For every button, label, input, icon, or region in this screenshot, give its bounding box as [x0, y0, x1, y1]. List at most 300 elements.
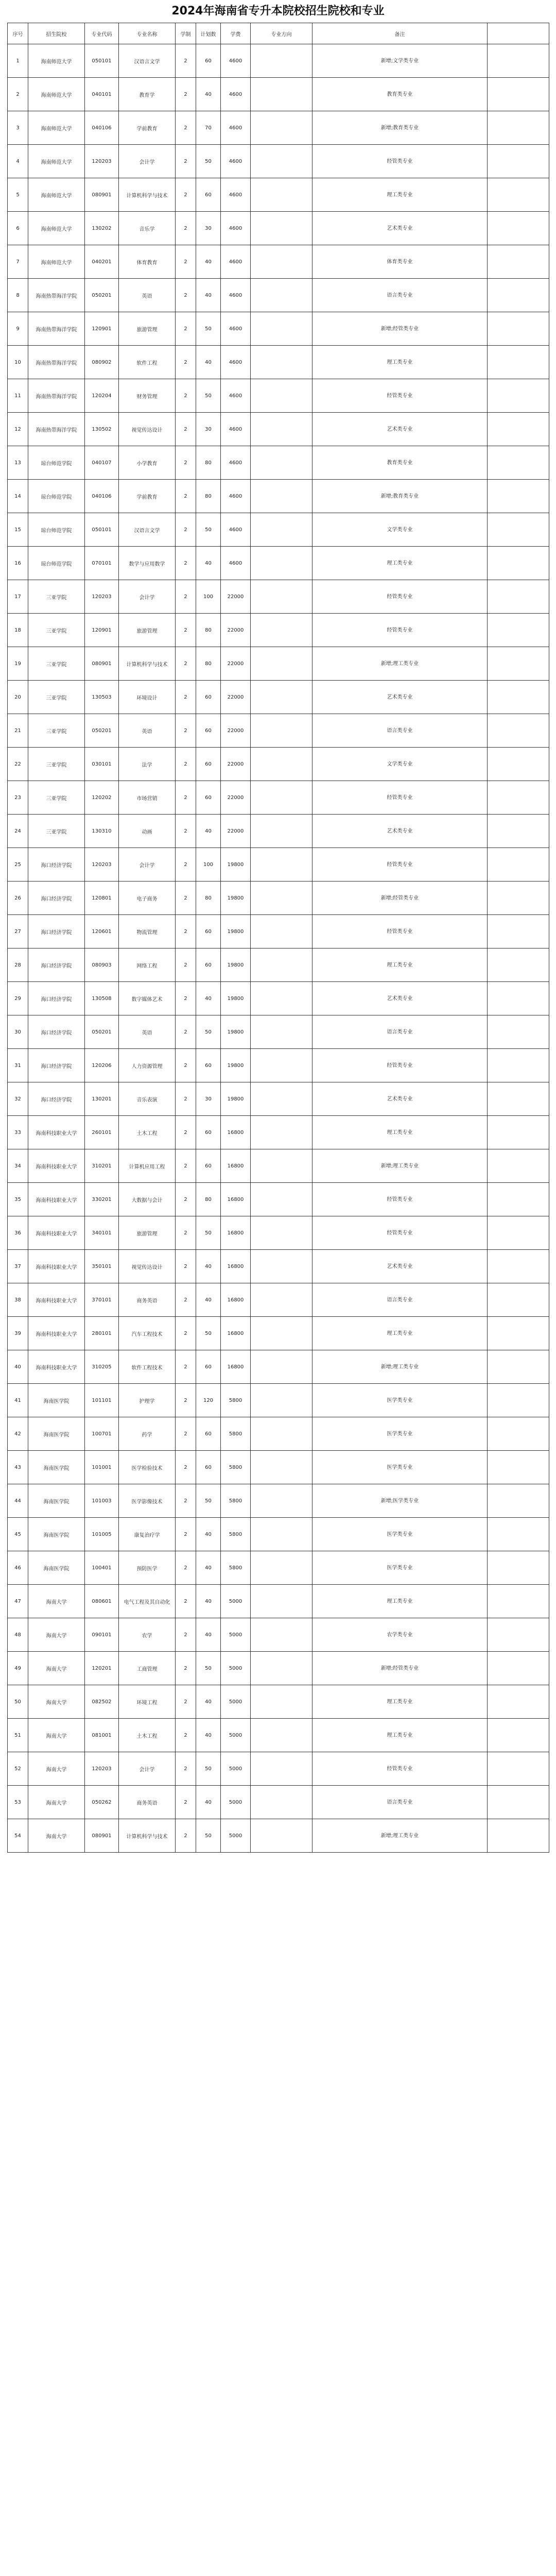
row-fee: 19800: [221, 915, 251, 948]
table-row: [8, 346, 549, 379]
row-direction: [251, 1618, 312, 1652]
row-code: 070101: [85, 547, 119, 580]
row-remarks: 教育类专业: [312, 446, 488, 480]
row-school: 海南师范大学: [28, 178, 85, 212]
row-code: 050262: [85, 1786, 119, 1819]
row-direction: [251, 815, 312, 848]
row-school: 海南科技职业大学: [28, 1149, 85, 1183]
row-major: 电气工程及其自动化: [119, 1585, 176, 1618]
row-years: 2: [176, 1216, 196, 1250]
row-remarks: 艺术类专业: [312, 413, 488, 446]
row-major: 英语: [119, 714, 176, 748]
row-code: 080901: [85, 647, 119, 681]
row-fee: 4600: [221, 245, 251, 279]
row-plan: 40: [196, 982, 221, 1015]
header-remarks: 备注: [312, 23, 488, 44]
row-major: 法学: [119, 748, 176, 781]
row-fee: 5000: [221, 1752, 251, 1786]
row-major: 土木工程: [119, 1719, 176, 1752]
row-school: 海南医学院: [28, 1518, 85, 1551]
row-no: 26: [8, 882, 28, 915]
row-no: 22: [8, 748, 28, 781]
row-fee: 16800: [221, 1350, 251, 1384]
row-no: 42: [8, 1417, 28, 1451]
table-row: [8, 681, 549, 714]
row-remarks: 体育类专业: [312, 245, 488, 279]
row-plan: 50: [196, 1819, 221, 1853]
table-row: [8, 513, 549, 547]
row-major: 软件工程: [119, 346, 176, 379]
table-row: [8, 948, 549, 982]
row-code: 130310: [85, 815, 119, 848]
row-side: [488, 44, 549, 78]
row-code: 310201: [85, 1149, 119, 1183]
row-school: 海南师范大学: [28, 78, 85, 111]
table-row: [8, 1317, 549, 1350]
row-years: 2: [176, 413, 196, 446]
row-no: 47: [8, 1585, 28, 1618]
row-plan: 30: [196, 413, 221, 446]
row-code: 030101: [85, 748, 119, 781]
row-direction: [251, 647, 312, 681]
table-row: [8, 714, 549, 748]
row-no: 40: [8, 1350, 28, 1384]
row-code: 350101: [85, 1250, 119, 1283]
row-school: 海南大学: [28, 1618, 85, 1652]
row-remarks: 语言类专业: [312, 714, 488, 748]
row-no: 37: [8, 1250, 28, 1283]
table-row: [8, 111, 549, 145]
row-side: [488, 681, 549, 714]
row-side: [488, 178, 549, 212]
row-years: 2: [176, 681, 196, 714]
row-years: 2: [176, 547, 196, 580]
row-years: 2: [176, 982, 196, 1015]
row-plan: 50: [196, 145, 221, 178]
row-school: 海南热带海洋学院: [28, 413, 85, 446]
table-row: [8, 1819, 549, 1853]
row-fee: 22000: [221, 815, 251, 848]
row-remarks: 经管类专业: [312, 1049, 488, 1082]
row-years: 2: [176, 480, 196, 513]
row-remarks: 新增;理工类专业: [312, 1819, 488, 1853]
row-years: 2: [176, 379, 196, 413]
row-direction: [251, 312, 312, 346]
table-row: [8, 1049, 549, 1082]
table-row: [8, 580, 549, 614]
row-code: 120801: [85, 882, 119, 915]
row-plan: 60: [196, 1350, 221, 1384]
row-years: 2: [176, 1350, 196, 1384]
row-code: 080901: [85, 1819, 119, 1853]
row-plan: 50: [196, 1015, 221, 1049]
row-years: 2: [176, 1149, 196, 1183]
row-school: 海南大学: [28, 1786, 85, 1819]
row-fee: 16800: [221, 1116, 251, 1149]
row-remarks: 医学类专业: [312, 1384, 488, 1417]
row-code: 050201: [85, 714, 119, 748]
row-major: 英语: [119, 1015, 176, 1049]
row-major: 音乐表演: [119, 1082, 176, 1116]
row-side: [488, 781, 549, 815]
header-school: 招生院校: [28, 23, 85, 44]
row-direction: [251, 1283, 312, 1317]
row-school: 三亚学院: [28, 614, 85, 647]
row-fee: 5000: [221, 1819, 251, 1853]
table-row: [8, 1149, 549, 1183]
table-row: [8, 44, 549, 78]
row-school: 海南师范大学: [28, 44, 85, 78]
row-years: 2: [176, 1685, 196, 1719]
row-years: 2: [176, 815, 196, 848]
table-row: [8, 1250, 549, 1283]
row-school: 三亚学院: [28, 580, 85, 614]
row-side: [488, 279, 549, 312]
row-school: 海南师范大学: [28, 212, 85, 245]
row-direction: [251, 748, 312, 781]
row-side: [488, 245, 549, 279]
row-code: 050201: [85, 279, 119, 312]
row-side: [488, 948, 549, 982]
row-school: 海南热带海洋学院: [28, 346, 85, 379]
table-row: [8, 1216, 549, 1250]
row-code: 040101: [85, 78, 119, 111]
row-no: 28: [8, 948, 28, 982]
table-row: [8, 446, 549, 480]
row-no: 46: [8, 1551, 28, 1585]
row-direction: [251, 1719, 312, 1752]
row-plan: 40: [196, 1719, 221, 1752]
row-years: 2: [176, 178, 196, 212]
header-years: 学制: [176, 23, 196, 44]
row-no: 18: [8, 614, 28, 647]
row-direction: [251, 1216, 312, 1250]
table-row: [8, 1384, 549, 1417]
row-no: 41: [8, 1384, 28, 1417]
row-plan: 40: [196, 1786, 221, 1819]
table-row: [8, 379, 549, 413]
row-school: 海南科技职业大学: [28, 1183, 85, 1216]
row-code: 330201: [85, 1183, 119, 1216]
row-remarks: 理工类专业: [312, 1317, 488, 1350]
table-row: [8, 212, 549, 245]
row-school: 海南热带海洋学院: [28, 312, 85, 346]
row-plan: 50: [196, 1484, 221, 1518]
row-fee: 22000: [221, 714, 251, 748]
row-school: 海南大学: [28, 1752, 85, 1786]
table-row: [8, 245, 549, 279]
row-years: 2: [176, 948, 196, 982]
row-years: 2: [176, 1819, 196, 1853]
row-direction: [251, 681, 312, 714]
row-fee: 5000: [221, 1786, 251, 1819]
table-row: [8, 279, 549, 312]
row-plan: 60: [196, 178, 221, 212]
row-side: [488, 580, 549, 614]
row-years: 2: [176, 1484, 196, 1518]
row-fee: 4600: [221, 111, 251, 145]
row-plan: 40: [196, 1518, 221, 1551]
row-plan: 80: [196, 446, 221, 480]
row-no: 51: [8, 1719, 28, 1752]
row-school: 海南医学院: [28, 1451, 85, 1484]
row-major: 土木工程: [119, 1116, 176, 1149]
row-plan: 80: [196, 882, 221, 915]
row-side: [488, 1283, 549, 1317]
row-no: 7: [8, 245, 28, 279]
row-plan: 60: [196, 748, 221, 781]
row-direction: [251, 346, 312, 379]
row-code: 130503: [85, 681, 119, 714]
table-row: [8, 1350, 549, 1384]
row-fee: 22000: [221, 647, 251, 681]
table-row: [8, 1652, 549, 1685]
row-school: 三亚学院: [28, 748, 85, 781]
header-side: [488, 23, 549, 44]
row-direction: [251, 178, 312, 212]
row-years: 2: [176, 748, 196, 781]
row-years: 2: [176, 1752, 196, 1786]
row-side: [488, 1484, 549, 1518]
row-direction: [251, 1417, 312, 1451]
row-plan: 80: [196, 1183, 221, 1216]
row-direction: [251, 513, 312, 547]
table-row: [8, 1283, 549, 1317]
row-plan: 60: [196, 1149, 221, 1183]
row-code: 050201: [85, 1015, 119, 1049]
row-side: [488, 1317, 549, 1350]
row-code: 120901: [85, 614, 119, 647]
row-side: [488, 413, 549, 446]
row-remarks: 教育类专业: [312, 78, 488, 111]
row-fee: 19800: [221, 1049, 251, 1082]
row-side: [488, 1250, 549, 1283]
row-remarks: 艺术类专业: [312, 1082, 488, 1116]
row-direction: [251, 111, 312, 145]
row-direction: [251, 1116, 312, 1149]
row-side: [488, 1082, 549, 1116]
row-major: 汉语言文学: [119, 513, 176, 547]
row-years: 2: [176, 882, 196, 915]
row-school: 海口经济学院: [28, 982, 85, 1015]
row-direction: [251, 1685, 312, 1719]
table-row: [8, 1752, 549, 1786]
row-remarks: 艺术类专业: [312, 815, 488, 848]
row-side: [488, 1350, 549, 1384]
row-side: [488, 1685, 549, 1719]
row-direction: [251, 1551, 312, 1585]
row-fee: 19800: [221, 1082, 251, 1116]
row-side: [488, 1551, 549, 1585]
row-major: 动画: [119, 815, 176, 848]
table-row: [8, 647, 549, 681]
row-remarks: 理工类专业: [312, 178, 488, 212]
row-school: 海南科技职业大学: [28, 1283, 85, 1317]
row-direction: [251, 1652, 312, 1685]
row-side: [488, 1417, 549, 1451]
row-major: 环境工程: [119, 1685, 176, 1719]
row-no: 1: [8, 44, 28, 78]
row-code: 340101: [85, 1216, 119, 1250]
row-fee: 19800: [221, 1015, 251, 1049]
row-school: 海南大学: [28, 1719, 85, 1752]
row-side: [488, 1652, 549, 1685]
row-years: 2: [176, 1417, 196, 1451]
row-side: [488, 1618, 549, 1652]
row-code: 130202: [85, 212, 119, 245]
row-years: 2: [176, 279, 196, 312]
row-fee: 22000: [221, 614, 251, 647]
row-remarks: 理工类专业: [312, 547, 488, 580]
row-code: 120201: [85, 1652, 119, 1685]
row-years: 2: [176, 245, 196, 279]
row-remarks: 语言类专业: [312, 1283, 488, 1317]
row-code: 082502: [85, 1685, 119, 1719]
row-direction: [251, 1350, 312, 1384]
row-direction: [251, 848, 312, 882]
table-row: [8, 815, 549, 848]
row-school: 琼台师范学院: [28, 446, 85, 480]
row-years: 2: [176, 714, 196, 748]
row-code: 130508: [85, 982, 119, 1015]
row-plan: 100: [196, 580, 221, 614]
row-school: 海南医学院: [28, 1551, 85, 1585]
table-row: [8, 882, 549, 915]
row-school: 海南科技职业大学: [28, 1216, 85, 1250]
row-fee: 4600: [221, 379, 251, 413]
row-school: 海南热带海洋学院: [28, 379, 85, 413]
row-no: 49: [8, 1652, 28, 1685]
row-no: 53: [8, 1786, 28, 1819]
row-side: [488, 1015, 549, 1049]
table-row: [8, 1786, 549, 1819]
row-major: 旅游管理: [119, 1216, 176, 1250]
row-plan: 60: [196, 1049, 221, 1082]
row-direction: [251, 1752, 312, 1786]
row-school: 海南大学: [28, 1585, 85, 1618]
row-side: [488, 513, 549, 547]
row-no: 45: [8, 1518, 28, 1551]
row-no: 15: [8, 513, 28, 547]
row-plan: 30: [196, 212, 221, 245]
row-major: 计算机科学与技术: [119, 1819, 176, 1853]
row-school: 海南医学院: [28, 1384, 85, 1417]
row-school: 海南师范大学: [28, 145, 85, 178]
row-years: 2: [176, 212, 196, 245]
row-remarks: 经管类专业: [312, 1752, 488, 1786]
row-major: 商务英语: [119, 1786, 176, 1819]
row-major: 商务英语: [119, 1283, 176, 1317]
row-major: 体育教育: [119, 245, 176, 279]
row-plan: 50: [196, 1752, 221, 1786]
row-school: 三亚学院: [28, 815, 85, 848]
row-major: 网络工程: [119, 948, 176, 982]
row-major: 英语: [119, 279, 176, 312]
row-major: 汽车工程技术: [119, 1317, 176, 1350]
row-direction: [251, 1082, 312, 1116]
row-fee: 5800: [221, 1518, 251, 1551]
row-school: 海南大学: [28, 1652, 85, 1685]
row-plan: 40: [196, 1618, 221, 1652]
header-direction: 专业方向: [251, 23, 312, 44]
row-school: 海口经济学院: [28, 915, 85, 948]
row-direction: [251, 1250, 312, 1283]
row-years: 2: [176, 1015, 196, 1049]
row-school: 三亚学院: [28, 781, 85, 815]
row-remarks: 新增;经管类专业: [312, 882, 488, 915]
row-remarks: 新增;教育类专业: [312, 480, 488, 513]
row-code: 120601: [85, 915, 119, 948]
row-major: 学前教育: [119, 480, 176, 513]
row-direction: [251, 915, 312, 948]
row-side: [488, 145, 549, 178]
row-school: 海口经济学院: [28, 1049, 85, 1082]
row-direction: [251, 1786, 312, 1819]
row-direction: [251, 1317, 312, 1350]
row-code: 370101: [85, 1283, 119, 1317]
row-fee: 16800: [221, 1317, 251, 1350]
row-years: 2: [176, 446, 196, 480]
row-direction: [251, 78, 312, 111]
row-school: 海南医学院: [28, 1484, 85, 1518]
row-major: 环境设计: [119, 681, 176, 714]
table-row: [8, 78, 549, 111]
row-plan: 40: [196, 245, 221, 279]
row-years: 2: [176, 346, 196, 379]
row-side: [488, 1752, 549, 1786]
row-no: 10: [8, 346, 28, 379]
row-no: 16: [8, 547, 28, 580]
row-remarks: 理工类专业: [312, 1585, 488, 1618]
table-row: [8, 312, 549, 346]
row-direction: [251, 379, 312, 413]
row-no: 12: [8, 413, 28, 446]
row-fee: 4600: [221, 480, 251, 513]
row-code: 090101: [85, 1618, 119, 1652]
row-remarks: 艺术类专业: [312, 1250, 488, 1283]
row-side: [488, 714, 549, 748]
row-code: 050101: [85, 513, 119, 547]
row-plan: 60: [196, 781, 221, 815]
row-fee: 4600: [221, 178, 251, 212]
row-plan: 50: [196, 513, 221, 547]
row-code: 280101: [85, 1317, 119, 1350]
row-major: 预防医学: [119, 1551, 176, 1585]
row-code: 310205: [85, 1350, 119, 1384]
row-plan: 60: [196, 44, 221, 78]
row-remarks: 语言类专业: [312, 279, 488, 312]
row-direction: [251, 1183, 312, 1216]
row-years: 2: [176, 1183, 196, 1216]
row-no: 30: [8, 1015, 28, 1049]
row-side: [488, 915, 549, 948]
row-no: 36: [8, 1216, 28, 1250]
row-remarks: 经管类专业: [312, 145, 488, 178]
row-years: 2: [176, 1585, 196, 1618]
row-major: 软件工程技术: [119, 1350, 176, 1384]
row-major: 康复治疗学: [119, 1518, 176, 1551]
row-school: 海口经济学院: [28, 848, 85, 882]
row-fee: 5000: [221, 1652, 251, 1685]
row-side: [488, 1049, 549, 1082]
row-code: 080902: [85, 346, 119, 379]
table-row: [8, 1451, 549, 1484]
row-years: 2: [176, 1317, 196, 1350]
row-direction: [251, 279, 312, 312]
row-side: [488, 1585, 549, 1618]
row-code: 120901: [85, 312, 119, 346]
row-remarks: 艺术类专业: [312, 681, 488, 714]
